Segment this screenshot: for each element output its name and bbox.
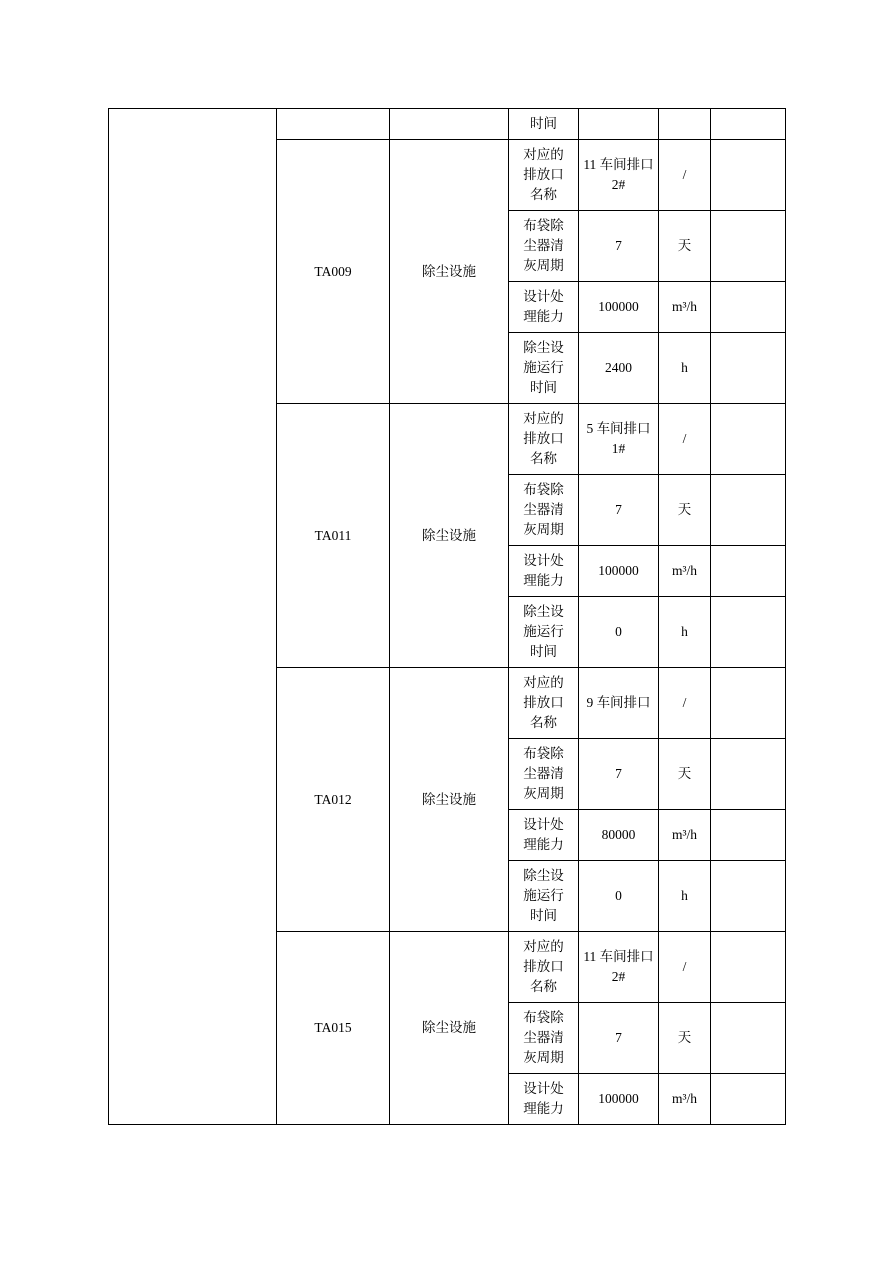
param-value-cell: 7 (579, 1003, 659, 1074)
param-value-cell: 7 (579, 475, 659, 546)
param-value-cell: 100000 (579, 1074, 659, 1125)
param-value-cell: 11 车间排口 2# (579, 932, 659, 1003)
facility-id-cell: TA011 (277, 404, 390, 668)
param-unit-cell: h (659, 333, 711, 404)
param-remark-cell (711, 861, 786, 932)
param-name-cell: 对应的排放口名称 (509, 668, 579, 739)
param-name-cell: 除尘设施运行时间 (509, 333, 579, 404)
param-unit-cell: 天 (659, 211, 711, 282)
param-name-cell: 布袋除尘器清灰周期 (509, 739, 579, 810)
param-name-cell: 布袋除尘器清灰周期 (509, 475, 579, 546)
facility-type-cell: 除尘设施 (390, 404, 509, 668)
param-unit-cell (659, 109, 711, 140)
param-value-cell: 100000 (579, 546, 659, 597)
param-name-cell: 对应的排放口名称 (509, 140, 579, 211)
param-value-cell: 9 车间排口 (579, 668, 659, 739)
param-name-cell: 对应的排放口名称 (509, 932, 579, 1003)
param-unit-cell: 天 (659, 739, 711, 810)
param-unit-cell: / (659, 668, 711, 739)
facility-id-cell: TA012 (277, 668, 390, 932)
param-remark-cell (711, 140, 786, 211)
param-unit-cell: h (659, 597, 711, 668)
param-remark-cell (711, 109, 786, 140)
param-remark-cell (711, 668, 786, 739)
param-unit-cell: m³/h (659, 282, 711, 333)
param-remark-cell (711, 932, 786, 1003)
param-name-cell: 设计处理能力 (509, 810, 579, 861)
param-remark-cell (711, 211, 786, 282)
param-name-cell: 设计处理能力 (509, 282, 579, 333)
param-name-cell: 布袋除尘器清灰周期 (509, 211, 579, 282)
param-value-cell: 80000 (579, 810, 659, 861)
param-name-cell: 设计处理能力 (509, 1074, 579, 1125)
param-name-cell: 除尘设施运行时间 (509, 597, 579, 668)
param-remark-cell (711, 739, 786, 810)
param-value-cell: 11 车间排口 2# (579, 140, 659, 211)
facility-type-cell: 除尘设施 (390, 140, 509, 404)
param-unit-cell: 天 (659, 475, 711, 546)
param-unit-cell: 天 (659, 1003, 711, 1074)
param-remark-cell (711, 404, 786, 475)
table-row (109, 109, 786, 140)
param-value-cell: 100000 (579, 282, 659, 333)
facility-id-cell: TA015 (277, 932, 390, 1125)
param-name-cell: 时间 (509, 109, 579, 140)
param-remark-cell (711, 282, 786, 333)
param-remark-cell (711, 1003, 786, 1074)
param-remark-cell (711, 546, 786, 597)
param-value-cell (579, 109, 659, 140)
param-name-cell: 对应的排放口名称 (509, 404, 579, 475)
facility-id-cell (277, 109, 390, 140)
param-remark-cell (711, 597, 786, 668)
param-unit-cell: / (659, 932, 711, 1003)
param-unit-cell: m³/h (659, 546, 711, 597)
facility-type-cell: 除尘设施 (390, 668, 509, 932)
facility-type-cell: 除尘设施 (390, 932, 509, 1125)
param-remark-cell (711, 475, 786, 546)
param-remark-cell (711, 333, 786, 404)
facility-type-cell (390, 109, 509, 140)
param-value-cell: 7 (579, 739, 659, 810)
param-value-cell: 0 (579, 861, 659, 932)
param-name-cell: 布袋除尘器清灰周期 (509, 1003, 579, 1074)
param-remark-cell (711, 810, 786, 861)
param-name-cell: 设计处理能力 (509, 546, 579, 597)
param-value-cell: 2400 (579, 333, 659, 404)
param-unit-cell: h (659, 861, 711, 932)
param-name-cell: 除尘设施运行时间 (509, 861, 579, 932)
param-unit-cell: / (659, 404, 711, 475)
param-unit-cell: m³/h (659, 1074, 711, 1125)
param-unit-cell: m³/h (659, 810, 711, 861)
param-value-cell: 5 车间排口 1# (579, 404, 659, 475)
param-unit-cell: / (659, 140, 711, 211)
facility-id-cell: TA009 (277, 140, 390, 404)
param-remark-cell (711, 1074, 786, 1125)
param-value-cell: 7 (579, 211, 659, 282)
facility-parameter-table (108, 108, 786, 1125)
param-value-cell: 0 (579, 597, 659, 668)
left-blank-cell (109, 109, 277, 1125)
